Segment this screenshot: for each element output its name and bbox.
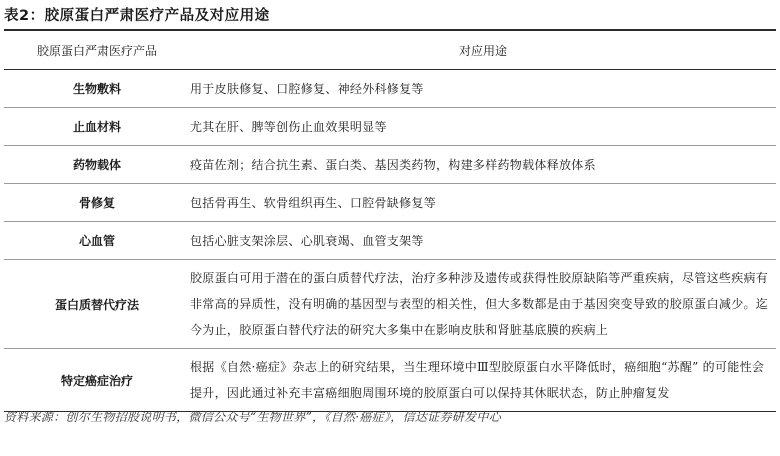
- table-row: [4, 108, 776, 146]
- product-table: [4, 31, 776, 412]
- row-use: 包括骨再生、软骨组织再生、口腔骨缺修复等: [190, 195, 437, 210]
- row-category: 蛋白质替代疗法: [54, 297, 139, 312]
- table-title: 表2：胶原蛋白严肃医疗产品及对应用途: [4, 8, 270, 24]
- table-row: [4, 184, 776, 222]
- table-row: [4, 260, 776, 349]
- row-category: 心血管: [78, 234, 115, 248]
- header-row: [4, 31, 776, 70]
- row-use: 胶原蛋白可用于潜在的蛋白质替代疗法，治疗多种涉及遗传或获得性胶原缺陷等严重疾病，尽管这些疾病有非常高的异质性，没有明确的基因型与表型的相关性，但大多数都是由于基因突变导致的胶原蛋白减少。迄今为止，胶原蛋白替代疗法的研究大多集中在影响皮肤和肾脏基底膜的疾病上: [190, 271, 769, 337]
- table-row: [4, 70, 776, 108]
- table-row: [4, 222, 776, 260]
- table-row: [4, 349, 776, 412]
- column-header-product: 胶原蛋白严肃医疗产品: [4, 31, 190, 70]
- row-category: 骨修复: [78, 196, 115, 210]
- row-use: 用于皮肤修复、口腔修复、神经外科修复等: [190, 81, 424, 96]
- row-use: 包括心脏支架涂层、心肌衰竭、血管支架等: [190, 233, 424, 248]
- table-row: [4, 146, 776, 184]
- row-category: 特定癌症治疗: [60, 373, 133, 388]
- column-header-use: 对应用途: [190, 31, 776, 70]
- row-use: 尤其在肝、脾等创伤止血效果明显等: [190, 119, 387, 134]
- row-use: 疫苗佐剂；结合抗生素、蛋白类、基因类药物，构建多样药物载体释放体系: [190, 157, 596, 172]
- row-use: 根据《自然·癌症》杂志上的研究结果，当生理环境中Ⅲ型胶原蛋白水平降低时，癌细胞“苏醒” 的可能性会提升，因此通过补充丰富癌细胞周围环境的胶原蛋白可以保持其休眠状态，防止肿瘤复发: [190, 360, 765, 400]
- row-category: 生物敷料: [72, 82, 121, 96]
- source-note: 资料来源：创尔生物招股说明书，微信公众号“生物世界”，《自然·癌症》，信达证券研发中心: [4, 410, 501, 424]
- row-category: 药物载体: [72, 158, 121, 172]
- row-category: 止血材料: [72, 120, 121, 134]
